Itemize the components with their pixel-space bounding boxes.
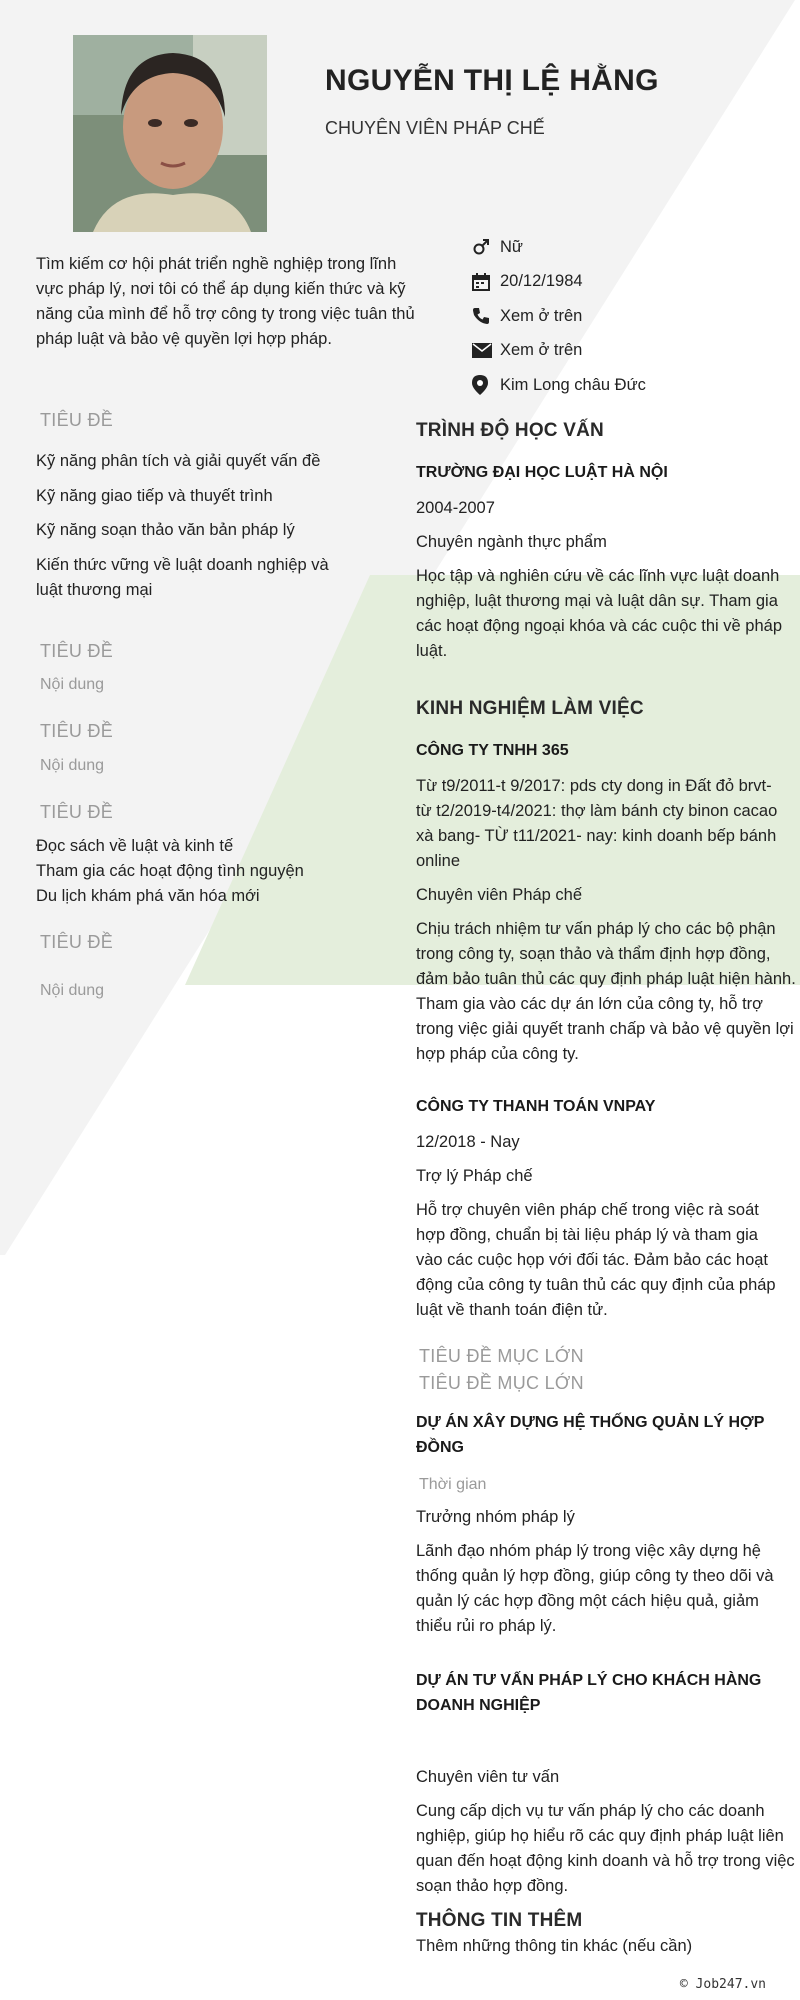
- skill-item: Kiến thức vững về luật doanh nghiệp và luật thương mại: [36, 555, 329, 599]
- project-time: Thời gian: [419, 1476, 487, 1493]
- experience-section: [416, 698, 800, 1323]
- footer-credit: © Job247.vn: [679, 1977, 766, 1992]
- address-value: Kim Long châu Đức: [500, 375, 646, 394]
- contact-info: [472, 230, 646, 403]
- job-period: Từ t9/2011-t 9/2017: pds cty dong in Đất đỏ brvt-từ t2/2019-t4/2021: thợ làm bánh cty binon cacao xà bang- TỪ t11/2021- nay: kinh doanh bếp bánh online: [416, 777, 778, 870]
- extra-content: Thêm những thông tin khác (nếu cần): [416, 1937, 693, 1955]
- hobby-item: Đọc sách về luật và kinh tế: [36, 837, 234, 855]
- block3-content: Nội dung: [40, 757, 105, 774]
- skills-list: [36, 449, 356, 603]
- project-description: Lãnh đạo nhóm pháp lý trong việc xây dựng hệ thống quản lý hợp đồng, giúp công ty theo dõi và quản lý các hợp đồng một cách hiệu quả, giảm thiểu rủi ro pháp lý.: [416, 1542, 774, 1635]
- projects-section: [416, 1410, 800, 1899]
- job-description: Chịu trách nhiệm tư vấn pháp lý cho các bộ phận trong công ty, soạn thảo và thẩm định hợp đồng, đảm bảo tuân thủ các quy định pháp luật hiện hành. Tham gia vào các dự án lớn của công ty, hỗ trợ trong việc giải quyết tranh chấp và bảo vệ quyền lợi hợp pháp của công ty.: [416, 920, 796, 1063]
- project-role: Trưởng nhóm pháp lý: [416, 1508, 575, 1526]
- school-name: TRƯỜNG ĐẠI HỌC LUẬT HÀ NỘI: [416, 464, 668, 481]
- block3-heading: TIÊU ĐỀ: [40, 721, 114, 741]
- skill-item: Kỹ năng phân tích và giải quyết vấn đề: [36, 452, 321, 470]
- project-name: DỰ ÁN TƯ VẤN PHÁP LÝ CHO KHÁCH HÀNG DOANH NGHIỆP: [416, 1672, 762, 1714]
- phone-value: Xem ở trên: [500, 306, 583, 325]
- project-role: Chuyên viên tư vấn: [416, 1768, 560, 1786]
- contact-address: [472, 368, 646, 403]
- hobby-item: Tham gia các hoạt động tình nguyện: [36, 862, 304, 880]
- extra-section: [416, 1910, 800, 1959]
- avatar: [73, 35, 267, 232]
- job-position: Trợ lý Pháp chế: [416, 1167, 533, 1185]
- projects-heading-2: TIÊU ĐỀ MỤC LỚN: [419, 1373, 584, 1393]
- project-time: [416, 1734, 800, 1754]
- hobbies-heading: TIÊU ĐỀ: [40, 802, 114, 822]
- education-period: 2004-2007: [416, 499, 495, 517]
- project-description: Cung cấp dịch vụ tư vấn pháp lý cho các doanh nghiệp, giúp họ hiểu rõ các quy định pháp luật liên quan đến hoạt động kinh doanh và hỗ trợ trong việc soạn thảo hợp đồng.: [416, 1802, 795, 1895]
- project-name: DỰ ÁN XÂY DỰNG HỆ THỐNG QUẢN LÝ HỢP ĐỒNG: [416, 1414, 765, 1456]
- candidate-title: CHUYÊN VIÊN PHÁP CHẾ: [325, 118, 545, 138]
- education-heading: TRÌNH ĐỘ HỌC VẤN: [416, 420, 604, 441]
- projects-heading-1: TIÊU ĐỀ MỤC LỚN: [419, 1346, 584, 1366]
- gender-value: Nữ: [500, 237, 523, 256]
- job-company: CÔNG TY THANH TOÁN VNPAY: [416, 1098, 656, 1115]
- hobby-item: Du lịch khám phá văn hóa mới: [36, 887, 260, 905]
- hobbies-list: [36, 834, 356, 909]
- job-description: Hỗ trợ chuyên viên pháp chế trong việc rà soát hợp đồng, chuẩn bị tài liệu pháp lý và tham gia vào các cuộc họp với đối tác. Đảm bảo các hoạt động của công ty tuân thủ các quy định của pháp luật về thanh toán điện tử.: [416, 1201, 776, 1319]
- email-value: Xem ở trên: [500, 341, 583, 360]
- block5-content: Nội dung: [40, 982, 105, 999]
- phone-icon: [472, 306, 500, 326]
- contact-email: [472, 334, 646, 369]
- job-period: 12/2018 - Nay: [416, 1133, 520, 1151]
- job-position: Chuyên viên Pháp chế: [416, 886, 583, 904]
- experience-heading: KINH NGHIỆM LÀM VIỆC: [416, 698, 644, 719]
- gender-icon: [472, 237, 500, 257]
- location-icon: [472, 375, 500, 395]
- block5-heading: TIÊU ĐỀ: [40, 932, 114, 952]
- education-section: [416, 420, 800, 664]
- education-major: Chuyên ngành thực phẩm: [416, 533, 607, 551]
- job-company: CÔNG TY TNHH 365: [416, 742, 569, 759]
- extra-heading: THÔNG TIN THÊM: [416, 1910, 583, 1931]
- education-description: Học tập và nghiên cứu về các lĩnh vực luật doanh nghiệp, luật thương mại và luật dân sự. Tham gia các hoạt động ngoại khóa và các cuộc thi về pháp luật.: [416, 567, 783, 660]
- skills-heading: TIÊU ĐỀ: [40, 410, 114, 430]
- contact-birthday: [472, 265, 646, 300]
- skill-item: Kỹ năng soạn thảo văn bản pháp lý: [36, 521, 295, 539]
- contact-phone: [472, 299, 646, 334]
- career-objective: Tìm kiếm cơ hội phát triển nghề nghiệp trong lĩnh vực pháp lý, nơi tôi có thể áp dụng kiến thức và kỹ năng của mình để hỗ trợ công ty trong việc tuân thủ pháp luật và bảo vệ quyền lợi hợp pháp.: [36, 255, 415, 348]
- email-icon: [472, 341, 500, 361]
- skill-item: Kỹ năng giao tiếp và thuyết trình: [36, 486, 273, 505]
- contact-gender: [472, 230, 646, 265]
- calendar-icon: [472, 272, 500, 292]
- block2-heading: TIÊU ĐỀ: [40, 641, 114, 661]
- birthday-value: 20/12/1984: [500, 272, 583, 291]
- candidate-name: NGUYỄN THỊ LỆ HẰNG: [325, 64, 659, 97]
- block2-content: Nội dung: [40, 676, 105, 693]
